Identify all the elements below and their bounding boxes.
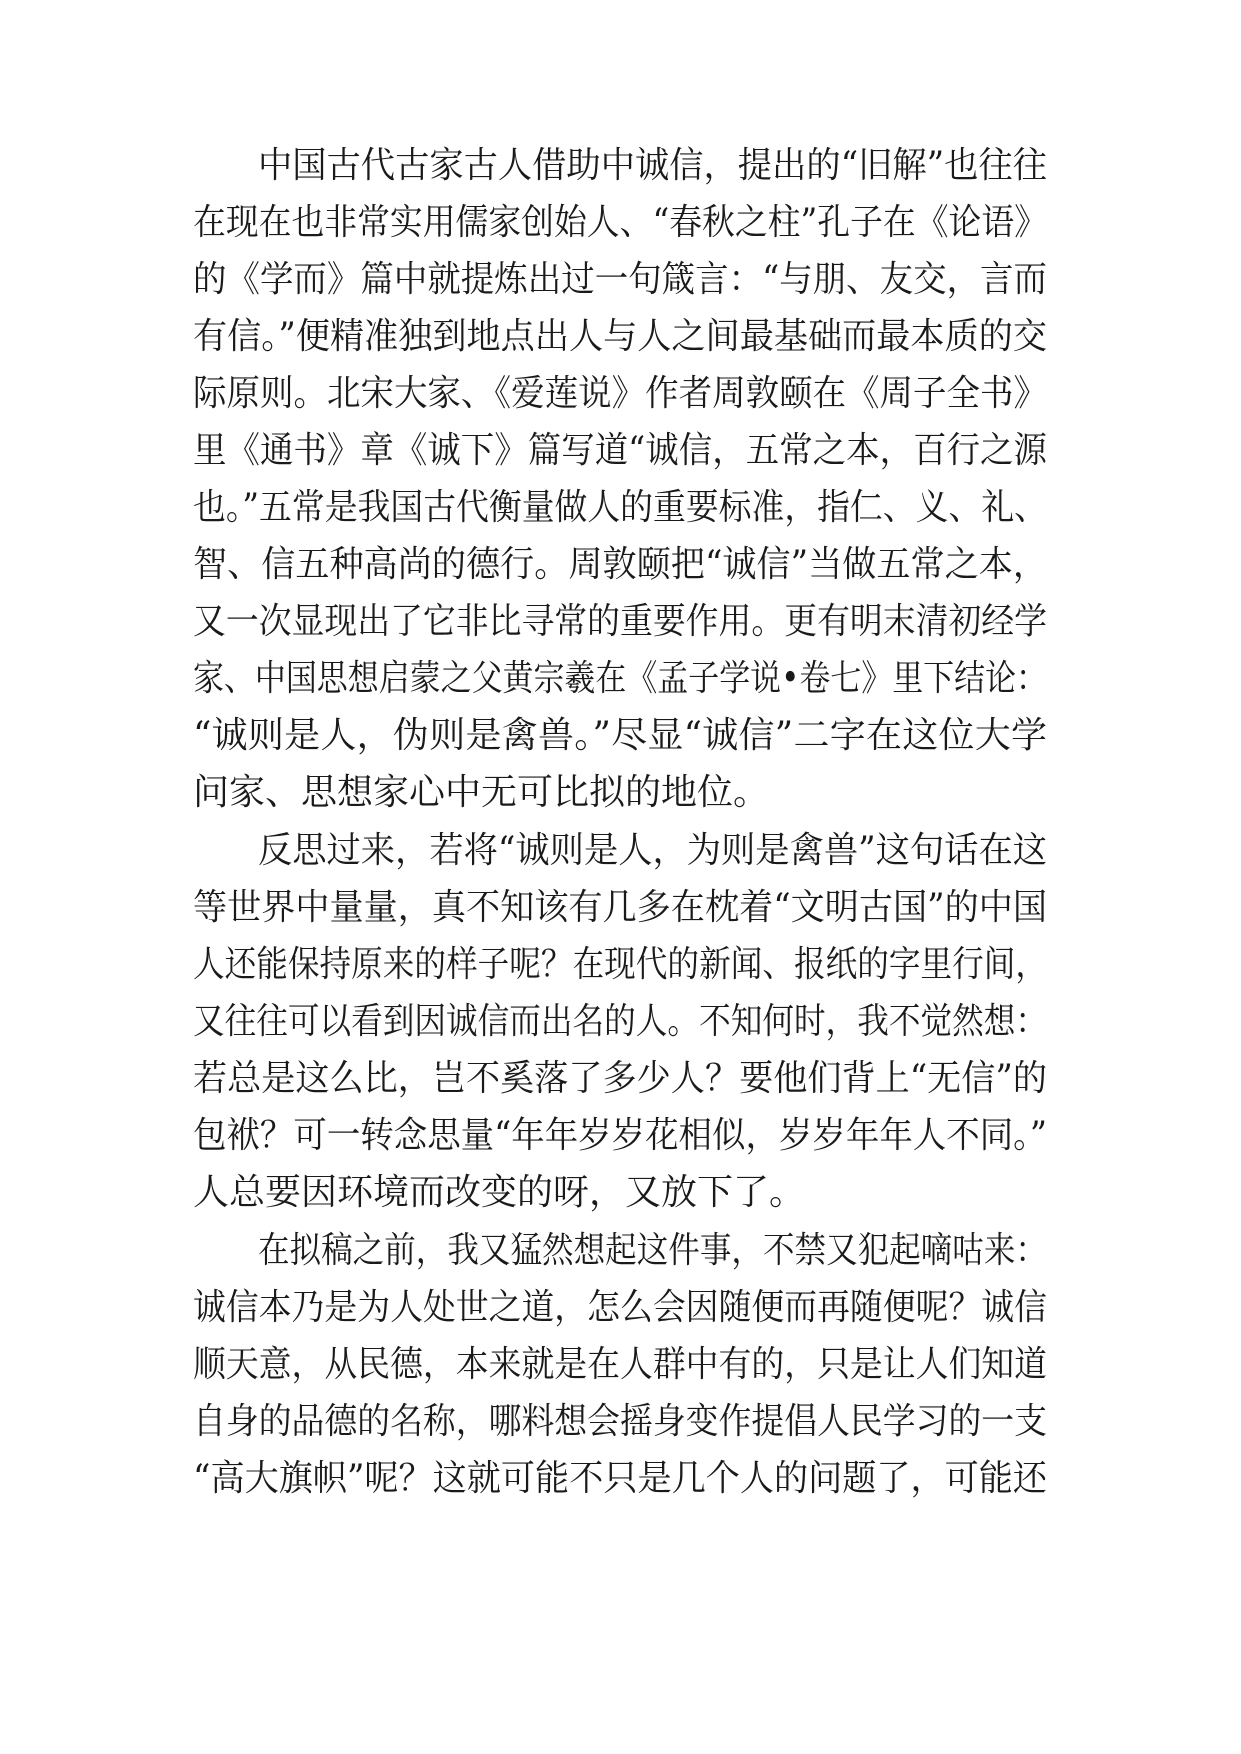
line-text: 中国古代古家古人借助中诚信，提出的“旧解”也往往 <box>258 145 1047 186</box>
line-text: 反思过来，若将“诚则是人，为则是禽兽”这句话在这 <box>258 830 1047 871</box>
paragraph-line <box>0 535 1241 595</box>
line-text: 际原则。北宋大家、《爱莲说》作者周敦颐在《周子全书》 <box>193 373 1047 414</box>
line-text: 问家、思想家心中无可比拟的地位。 <box>193 772 770 813</box>
paragraph-line <box>0 649 1241 709</box>
line-text: 人总要因环境而改变的呀，又放下了。 <box>193 1172 806 1213</box>
paragraph-line <box>0 763 1241 823</box>
line-text: 也。”五常是我国古代衡量做人的重要标准，指仁、义、礼、 <box>193 487 1047 528</box>
line-text: 有信。”便精准独到地点出人与人之间最基础而最本质的交 <box>193 316 1047 357</box>
line-text: 又一次显现出了它非比寻常的重要作用。更有明末清初经学 <box>193 601 1047 642</box>
paragraph-line <box>0 1278 1241 1338</box>
paragraph-line <box>0 592 1241 652</box>
line-text: 智、信五种高尚的德行。周敦颐把“诚信”当做五常之本， <box>193 544 1047 585</box>
line-text: 顺天意，从民德，本来就是在人群中有的，只是让人们知道 <box>193 1344 1047 1385</box>
line-text: 人还能保持原来的样子呢？在现代的新闻、报纸的字里行间， <box>193 944 1047 985</box>
line-text: 家、中国思想启蒙之父黄宗羲在《孟子学说•卷七》里下结论： <box>193 658 1047 699</box>
paragraph-line <box>0 250 1241 310</box>
paragraph-line <box>0 1449 1241 1509</box>
paragraph-line <box>0 478 1241 538</box>
paragraph-line <box>0 193 1241 253</box>
line-text: 里《通书》章《诚下》篇写道“诚信，五常之本，百行之源 <box>193 430 1047 471</box>
line-text: 的《学而》篇中就提炼出过一句箴言：“与朋、友交，言而 <box>193 259 1047 300</box>
paragraph-line <box>0 992 1241 1052</box>
paragraph-line <box>0 136 1241 196</box>
paragraph-line <box>0 1221 1241 1281</box>
line-text: 若总是这么比，岂不奚落了多少人？要他们背上“无信”的 <box>193 1058 1047 1099</box>
line-text: 等世界中量量，真不知该有几多在枕着“文明古国”的中国 <box>193 887 1047 928</box>
paragraph-line <box>0 821 1241 881</box>
line-text: “诚则是人，伪则是禽兽。”尽显“诚信”二字在这位大学 <box>193 715 1048 756</box>
paragraph-line <box>0 1049 1241 1109</box>
paragraph-line <box>0 935 1241 995</box>
paragraph-line <box>0 1106 1241 1166</box>
paragraph-line <box>0 421 1241 481</box>
line-text: 在拟稿之前，我又猛然想起这件事，不禁又犯起嘀咕来： <box>258 1230 1047 1271</box>
paragraph-line <box>0 1392 1241 1452</box>
paragraph-line <box>0 878 1241 938</box>
line-text: “高大旗帜”呢？这就可能不只是几个人的问题了，可能还 <box>193 1458 1047 1499</box>
line-text: 又往往可以看到因诚信而出名的人。不知何时，我不觉然想： <box>193 1001 1047 1042</box>
paragraph-line <box>0 364 1241 424</box>
line-text: 诚信本乃是为人处世之道，怎么会因随便而再随便呢？诚信 <box>193 1287 1047 1328</box>
paragraph-line <box>0 706 1241 766</box>
paragraph-line <box>0 1335 1241 1395</box>
line-text: 包袱？可一转念思量“年年岁岁花相似，岁岁年年人不同。” <box>193 1115 1047 1156</box>
line-text: 自身的品德的名称，哪料想会摇身变作提倡人民学习的一支 <box>193 1401 1047 1442</box>
line-text: 在现在也非常实用儒家创始人、“春秋之柱”孔子在《论语》 <box>193 202 1047 243</box>
paragraph-line <box>0 307 1241 367</box>
paragraph-line <box>0 1163 1241 1223</box>
